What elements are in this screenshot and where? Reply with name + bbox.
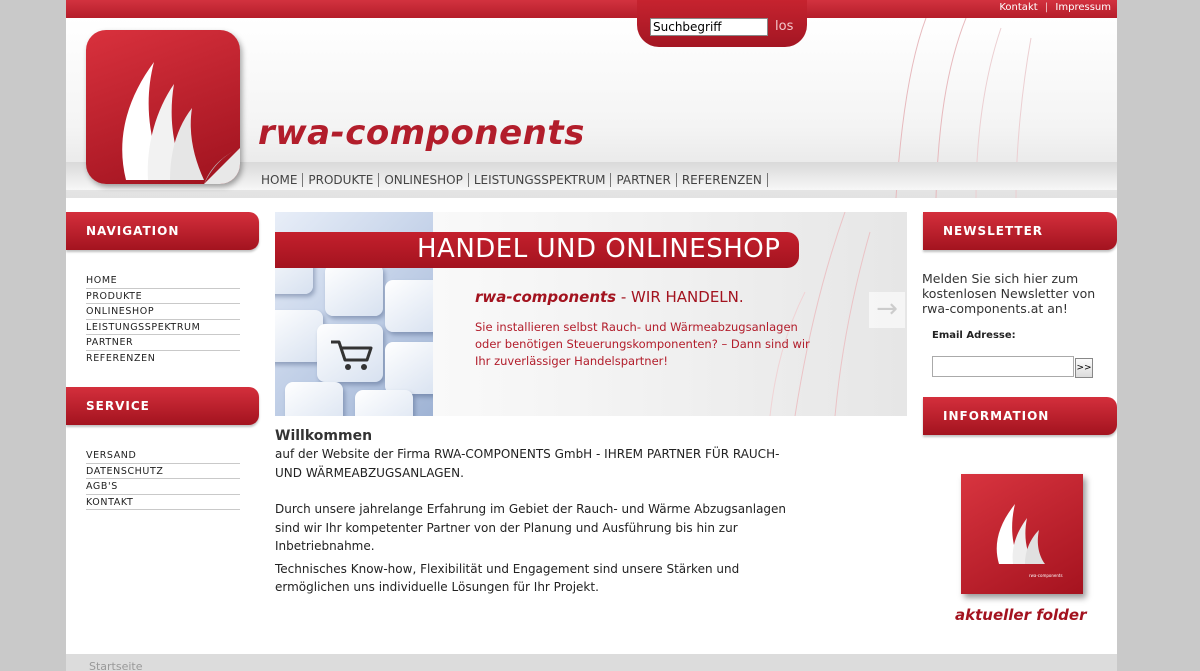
service-header (66, 387, 259, 425)
mainnav-item-onlineshop[interactable]: ONLINESHOP (379, 173, 469, 187)
newsletter-submit-button[interactable]: >> (1075, 358, 1093, 378)
cart-key (317, 324, 383, 382)
email-label: Email Adresse: (932, 330, 1016, 341)
mainnav-item-produkte[interactable]: PRODUKTE (303, 173, 379, 187)
sail-logo-icon (86, 30, 240, 184)
keyboard-key (325, 264, 383, 316)
sidebar-item-partner[interactable]: PARTNER (86, 335, 240, 351)
keyboard-key (285, 382, 343, 416)
sidebar-item-leistungsspektrum[interactable]: LEISTUNGSSPEKTRUM (86, 320, 240, 336)
service-list (86, 448, 240, 510)
content-title: Willkommen (275, 428, 373, 444)
navigation-header (66, 212, 259, 250)
folder-sail-icon (961, 474, 1083, 594)
keyboard-key (385, 342, 433, 394)
banner-tag-brand: rwa-components (475, 288, 617, 306)
top-links-separator: | (1044, 2, 1049, 13)
folder-label[interactable]: aktueller folder (955, 606, 1087, 624)
newsletter-email-input[interactable] (932, 356, 1074, 377)
navigation-list (86, 273, 240, 366)
sidebar-item-agbs[interactable]: AGB'S (86, 479, 240, 495)
footer (66, 654, 1117, 671)
shopping-cart-icon (317, 324, 383, 382)
contact-link[interactable]: Kontakt (999, 2, 1038, 13)
folder-image[interactable] (961, 474, 1083, 594)
keyboard-key (355, 390, 413, 416)
main-content (275, 427, 805, 597)
content-experience: Durch unsere jahrelange Erfahrung im Gebiet der Rauch- und Wärme Abzugsanlagen sind wir Ihr kompetenter Partner von der Planung und Ausführung bis hin zur Inbetriebnahme. (275, 502, 787, 553)
banner-tag-rest: - WIR HANDELN. (616, 288, 744, 306)
imprint-link[interactable]: Impressum (1055, 2, 1111, 13)
search-input[interactable] (650, 18, 768, 36)
logo[interactable] (86, 30, 240, 184)
information-header (923, 397, 1117, 435)
keyboard-key (275, 310, 323, 362)
sidebar-item-versand[interactable]: VERSAND (86, 448, 240, 464)
folder-brand-text: rwa-components (1029, 573, 1063, 578)
sidebar-item-home[interactable]: HOME (86, 273, 240, 289)
keyboard-key (385, 280, 433, 332)
mainnav-item-partner[interactable]: PARTNER (611, 173, 676, 187)
search-tab (637, 0, 807, 47)
newsletter-text: Melden Sie sich hier zum kostenlosen Newsletter von rwa-components.at an! (922, 271, 1096, 316)
content-intro: auf der Website der Firma RWA-COMPONENTS GmbH - IHREM PARTNER FÜR RAUCH- UND WÄRMEABZUGSANLAGEN. (275, 447, 780, 480)
service-title: SERVICE (86, 399, 150, 413)
sidebar-item-datenschutz[interactable]: DATENSCHUTZ (86, 464, 240, 480)
header (66, 18, 1117, 198)
top-bar (66, 0, 1117, 18)
breadcrumb-home[interactable]: Startseite (89, 660, 143, 671)
banner-heading: HANDEL UND ONLINESHOP (417, 234, 781, 264)
information-title: INFORMATION (943, 409, 1050, 423)
sidebar-item-onlineshop[interactable]: ONLINESHOP (86, 304, 240, 320)
brand-title: rwa-components (258, 113, 585, 153)
mainnav-item-leistungsspektrum[interactable]: LEISTUNGSSPEKTRUM (469, 173, 612, 187)
banner-next-arrow-icon[interactable]: → (869, 292, 905, 328)
mainnav-item-home[interactable]: HOME (256, 173, 303, 187)
sidebar-item-referenzen[interactable]: REFERENZEN (86, 352, 156, 364)
search-go-button[interactable]: los (775, 19, 794, 34)
hero-banner (275, 212, 907, 416)
banner-heading-bar (275, 232, 799, 268)
banner-tagline (475, 288, 744, 306)
sidebar-item-produkte[interactable]: PRODUKTE (86, 289, 240, 305)
newsletter-header (923, 212, 1117, 250)
content-strengths: Technisches Know-how, Flexibilität und Engagement sind unsere Stärken und ermöglichen uns individuelle Lösungen für Ihr Projekt. (275, 561, 740, 594)
banner-text: Sie installieren selbst Rauch- und Wärmeabzugsanlagen oder benötigen Steuerungskomponenten? – Dann sind wir Ihr zuverlässiger Handelspartner! (475, 320, 810, 368)
page (66, 0, 1117, 671)
mainnav-item-referenzen[interactable]: REFERENZEN (677, 173, 768, 187)
sidebar-item-kontakt[interactable]: KONTAKT (86, 495, 240, 511)
top-links (999, 2, 1111, 13)
newsletter-title: NEWSLETTER (943, 224, 1044, 238)
navigation-title: NAVIGATION (86, 224, 180, 238)
main-nav (256, 173, 768, 187)
